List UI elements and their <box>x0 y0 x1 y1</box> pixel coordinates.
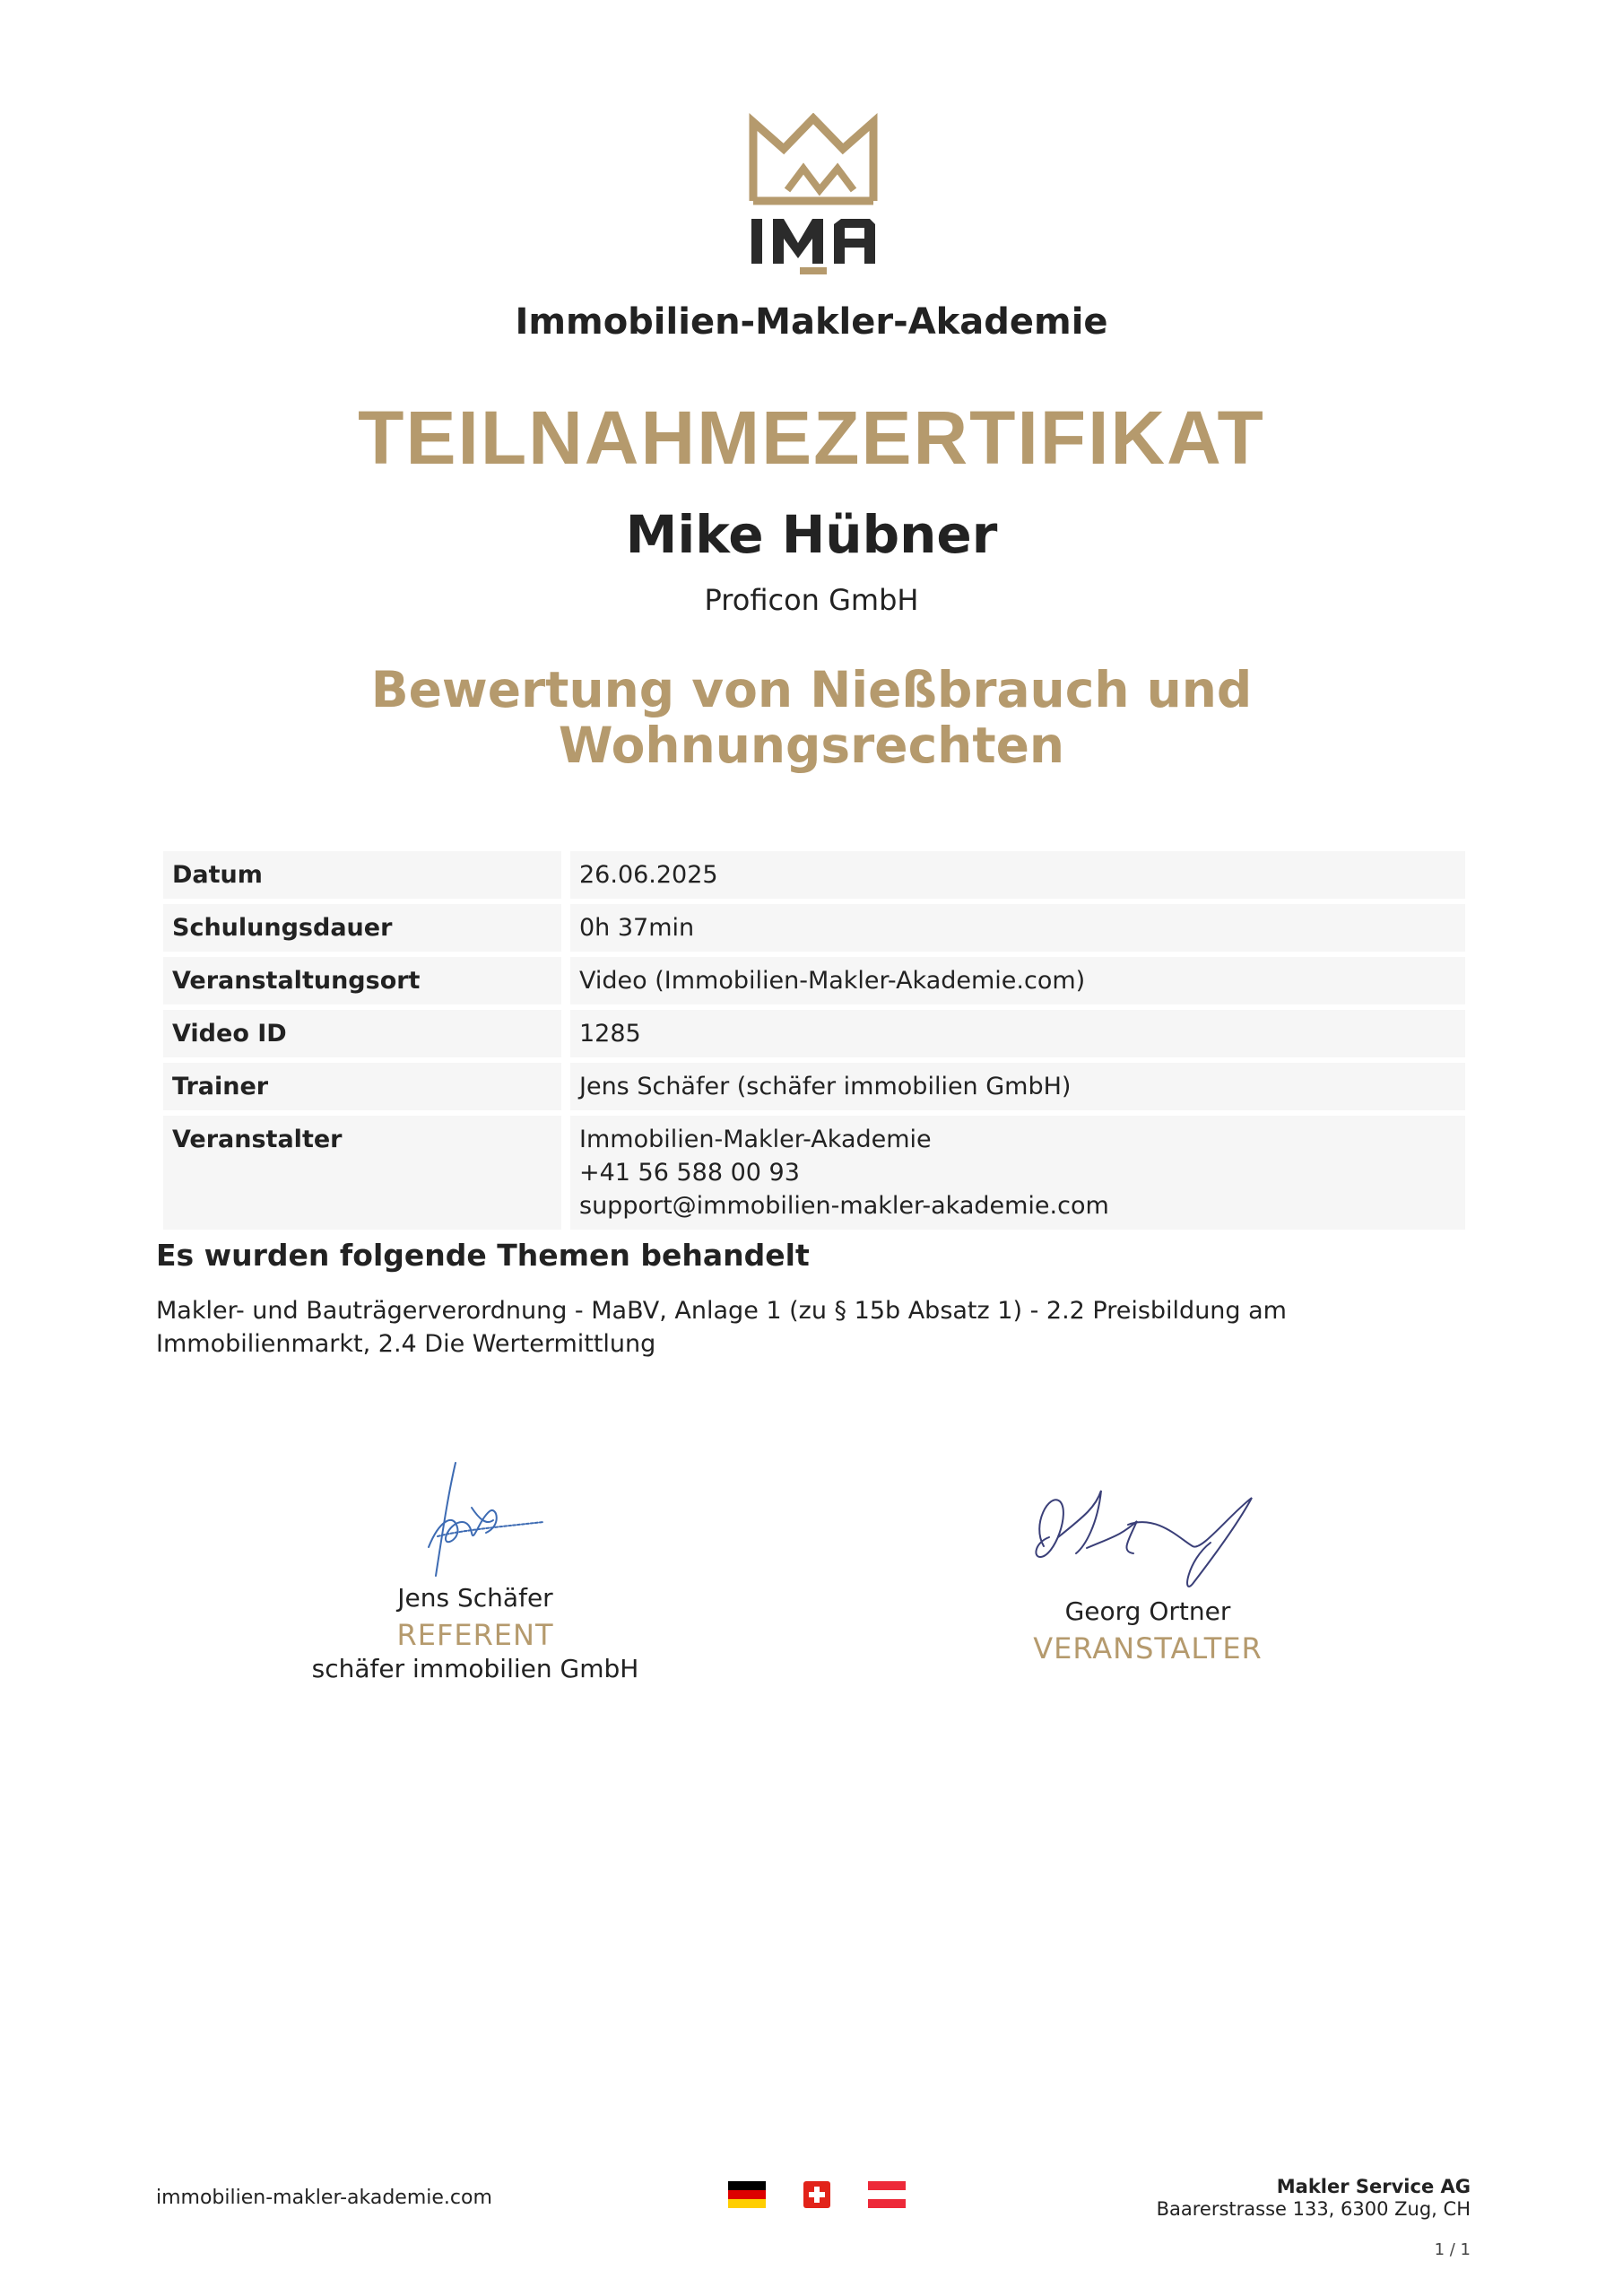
organizer-value <box>570 1116 1465 1230</box>
footer-website: immobilien-makler-akademie.com <box>156 2187 492 2209</box>
trainer-value: Jens Schäfer (schäfer immobilien GmbH) <box>570 1063 1465 1110</box>
signature-georg-ortner-icon <box>1022 1471 1273 1596</box>
date-label: Datum <box>163 851 570 899</box>
table-row <box>163 851 1465 899</box>
video-id-value: 1285 <box>570 1010 1465 1057</box>
veranstalter-name: Georg Ortner <box>1064 1596 1231 1626</box>
duration-label: Schulungsdauer <box>163 904 570 952</box>
video-id-label: Video ID <box>163 1010 570 1057</box>
page-number: 1 / 1 <box>1434 2240 1471 2259</box>
participant-company: Proficon GmbH <box>704 583 919 617</box>
table-row <box>163 1010 1465 1057</box>
referent-role: REFERENT <box>396 1618 554 1652</box>
signature-block-referent <box>296 1457 655 1683</box>
organization-name: Immobilien-Makler-Akademie <box>515 301 1108 343</box>
veranstalter-role: VERANSTALTER <box>1033 1631 1263 1665</box>
referent-name: Jens Schäfer <box>397 1583 553 1613</box>
signature-jens-schaefer-icon <box>386 1457 565 1583</box>
table-row <box>163 1063 1465 1110</box>
switzerland-flag-icon <box>803 2181 830 2208</box>
footer-company-address: Baarerstrasse 133, 6300 Zug, CH <box>1156 2198 1471 2220</box>
footer-company-name: Makler Service AG <box>1276 2176 1471 2197</box>
course-title-line-2: Wohnungsrechten <box>558 717 1065 774</box>
table-row <box>163 957 1465 1004</box>
date-value: 26.06.2025 <box>570 851 1465 899</box>
location-label: Veranstaltungsort <box>163 957 570 1004</box>
trainer-label: Trainer <box>163 1063 570 1110</box>
organizer-phone: +41 56 588 00 93 <box>579 1159 800 1187</box>
organizer-label: Veranstalter <box>163 1116 570 1230</box>
duration-value: 0h 37min <box>570 904 1465 952</box>
footer-company <box>1157 2176 1471 2221</box>
country-flags <box>728 2181 906 2208</box>
germany-flag-icon <box>728 2181 766 2208</box>
details-table <box>163 846 1465 1235</box>
referent-company: schäfer immobilien GmbH <box>311 1654 639 1683</box>
austria-flag-icon <box>868 2181 906 2208</box>
table-row <box>163 904 1465 952</box>
topics-heading: Es wurden folgende Themen behandelt <box>156 1238 810 1273</box>
course-title <box>0 662 1623 773</box>
table-row <box>163 1116 1465 1230</box>
certificate-title: TEILNAHMEZERTIFIKAT <box>358 396 1265 480</box>
course-title-line-1: Bewertung von Nießbrauch und <box>370 661 1253 718</box>
ima-logo <box>748 113 879 278</box>
signature-block-veranstalter <box>968 1471 1327 1665</box>
organizer-email: support@immobilien-makler-akademie.com <box>579 1192 1109 1220</box>
organizer-name: Immobilien-Makler-Akademie <box>579 1126 932 1153</box>
participant-name: Mike Hübner <box>625 504 998 565</box>
location-value: Video (Immobilien-Makler-Akademie.com) <box>570 957 1465 1004</box>
topics-text: Makler- und Bauträgerverordnung - MaBV, Anlage 1 (zu § 15b Absatz 1) - 2.2 Preisbildung am Immobilienmarkt, 2.4 Die Wertermittlung <box>156 1297 1287 1358</box>
